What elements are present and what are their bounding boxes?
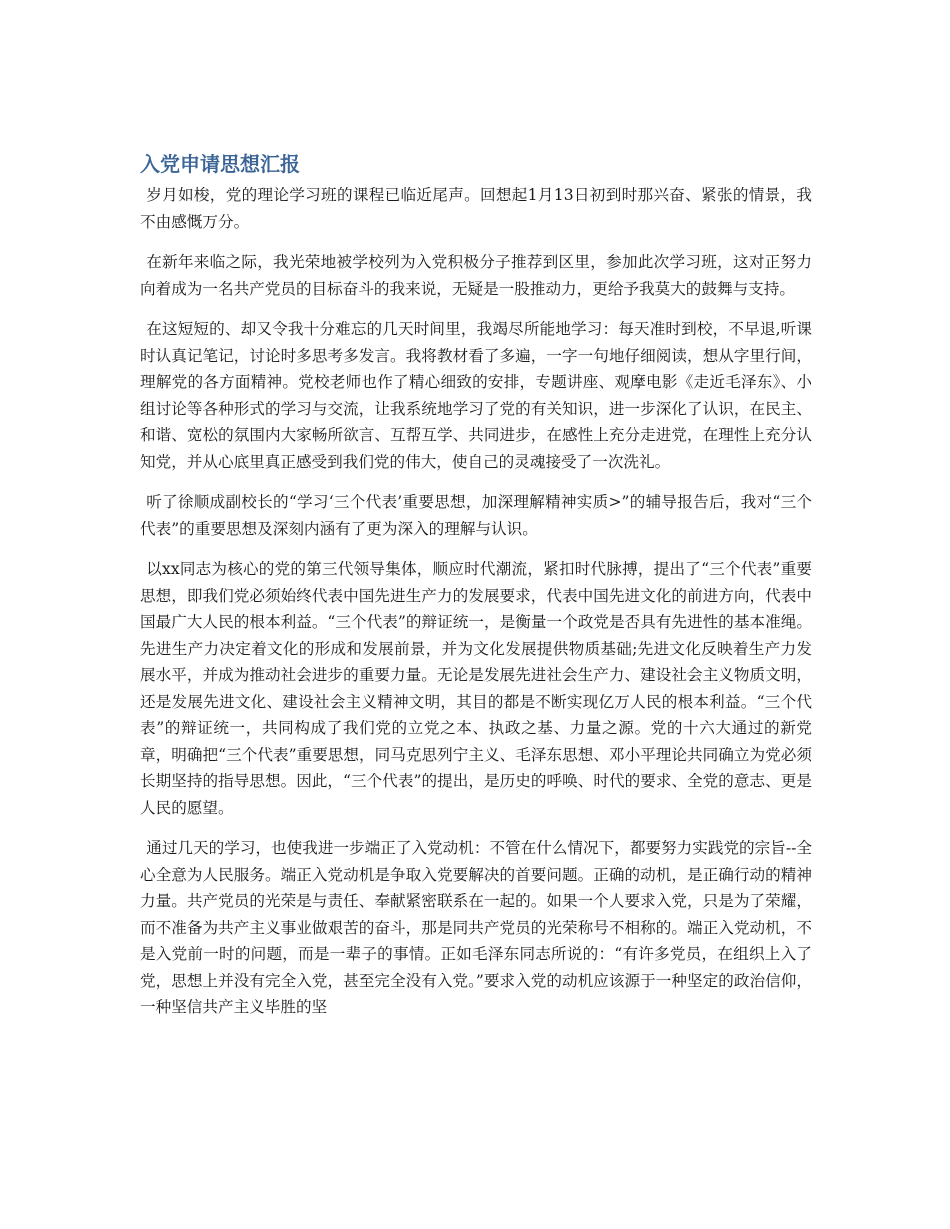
- paragraph-2: 在新年来临之际，我光荣地被学校列为入党积极分子推荐到区里，参加此次学习班，这对正努力向着成为一名共产党员的目标奋斗的我来说，无疑是一股推动力，更给予我莫大的鼓舞与支持。: [140, 253, 812, 298]
- document-page: [140, 150, 812, 1035]
- document-title: 入党申请思想汇报: [140, 152, 300, 176]
- paragraph-5: 以xx同志为核心的党的第三代领导集体，顺应时代潮流，紧扣时代脉搏，提出了“三个代表”重要思想，即我们党必须始终代表中国先进生产力的发展要求，代表中国先进文化的前进方向，代表中国最广大人民的根本利益。“三个代表”的辩证统一，是衡量一个政党是否具有先进性的基本准绳。先进生产力决定着文化的形成和发展前景，并为文化发展提供物质基础;先进文化反映着生产力发展水平，并成为推动社会进步的重要力量。无论是发展先进社会生产力、建设社会主义物质文明，还是发展先进文化、建设社会主义精神文明，其目的都是不断实现亿万人民的根本利益。“三个代表”的辩证统一，共同构成了我们党的立党之本、执政之基、力量之源。党的十六大通过的新党章，明确把“三个代表”重要思想，同马克思列宁主义、毛泽东思想、邓小平理论共同确立为党必须长期坚持的指导思想。因此，“三个代表”的提出，是历史的呼唤、时代的要求、全党的意志、更是人民的愿望。: [140, 560, 812, 817]
- paragraph-3: 在这短短的、却又令我十分难忘的几天时间里，我竭尽所能地学习：每天准时到校，不早退,听课时认真记笔记，讨论时多思考多发言。我将教材看了多遍，一字一句地仔细阅读，想从字里行间，理解党的各方面精神。党校老师也作了精心细致的安排，专题讲座、观摩电影《走近毛泽东》、小组讨论等各种形式的学习与交流，让我系统地学习了党的有关知识，进一步深化了认识，在民主、和谐、宽松的氛围内大家畅所欲言、互帮互学、共同进步，在感性上充分走进党，在理性上充分认知党，并从心底里真正感受到我们党的伟大，使自己的灵魂接受了一次洗礼。: [140, 320, 812, 471]
- paragraph-6: 通过几天的学习，也使我进一步端正了入党动机：不管在什么情况下，都要努力实践党的宗旨--全心全意为人民服务。端正入党动机是争取入党要解决的首要问题。正确的动机，是正确行动的精神力量。共产党员的光荣是与责任、奉献紧密联系在一起的。如果一个人要求入党，只是为了荣耀，而不准备为共产主义事业做艰苦的奋斗，那是同共产党员的光荣称号不相称的。端正入党动机，不是入党前一时的问题，而是一辈子的事情。正如毛泽东同志所说的：“有许多党员，在组织上入了党，思想上并没有完全入党，甚至完全没有入党。”要求入党的动机应该源于一种坚定的政治信仰，一种坚信共产主义毕胜的坚: [140, 839, 812, 1016]
- paragraph-4: 听了徐顺成副校长的“学习‘三个代表’重要思想，加深理解精神实质>”的辅导报告后，我对“三个代表”的重要思想及深刻内涵有了更为深入的理解与认识。: [140, 493, 812, 538]
- paragraph-1: 岁月如梭，党的理论学习班的课程已临近尾声。回想起1月13日初到时那兴奋、紧张的情景，我不由感慨万分。: [140, 186, 812, 231]
